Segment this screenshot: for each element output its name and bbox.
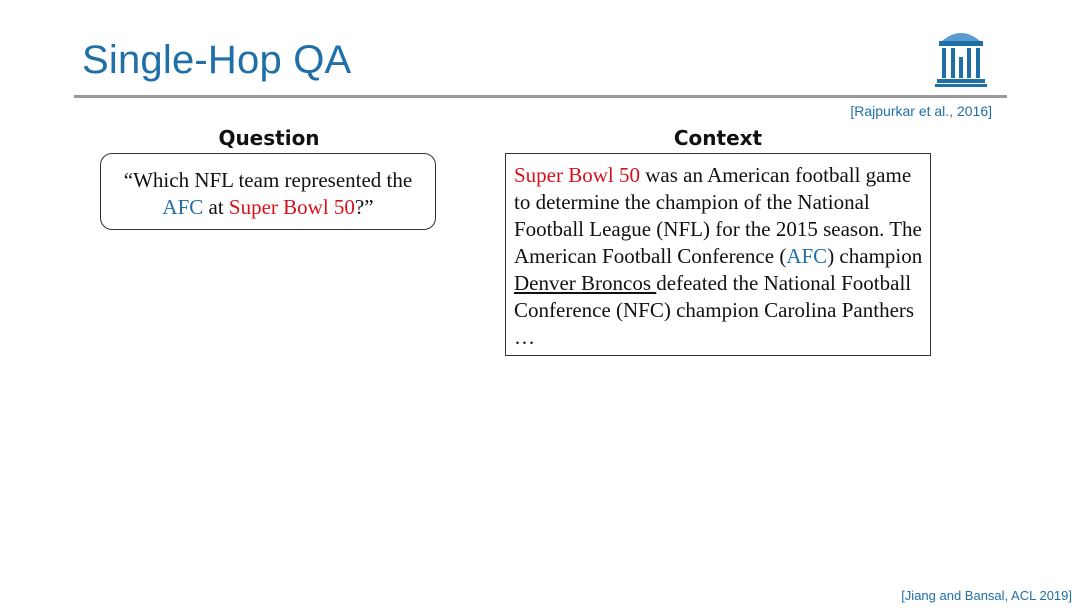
slide-title: Single-Hop QA xyxy=(82,38,352,82)
question-box xyxy=(100,153,436,230)
context-box xyxy=(505,153,931,356)
context-super-bowl-highlight: Super Bowl 50 xyxy=(514,163,640,187)
old-well-logo-icon xyxy=(934,27,988,89)
context-text-part1: was an American football game to determine the champion of the National Football League (NFL) for the 2015 season. The American Football Conference ( xyxy=(514,163,922,268)
question-text-at: at xyxy=(203,195,229,219)
context-afc-highlight: AFC xyxy=(786,244,828,268)
context-text-part2: ) champion xyxy=(827,244,923,268)
question-text-end: ?” xyxy=(354,195,374,219)
context-text-part3: defeated the National Football Conference (NFC) champion Carolina Panthers … xyxy=(514,271,915,349)
context-heading: Context xyxy=(673,126,763,150)
question-super-bowl-highlight: Super Bowl 50 xyxy=(228,195,355,219)
context-answer-span: Denver Broncos xyxy=(514,271,657,295)
citation-top: [Rajpurkar et al., 2016] xyxy=(850,103,992,119)
question-heading: Question xyxy=(218,126,320,150)
title-divider xyxy=(74,95,1007,98)
question-text-start: “Which NFL team represented the xyxy=(123,168,413,192)
citation-bottom: [Jiang and Bansal, ACL 2019] xyxy=(901,588,1072,603)
question-afc-highlight: AFC xyxy=(162,195,204,219)
